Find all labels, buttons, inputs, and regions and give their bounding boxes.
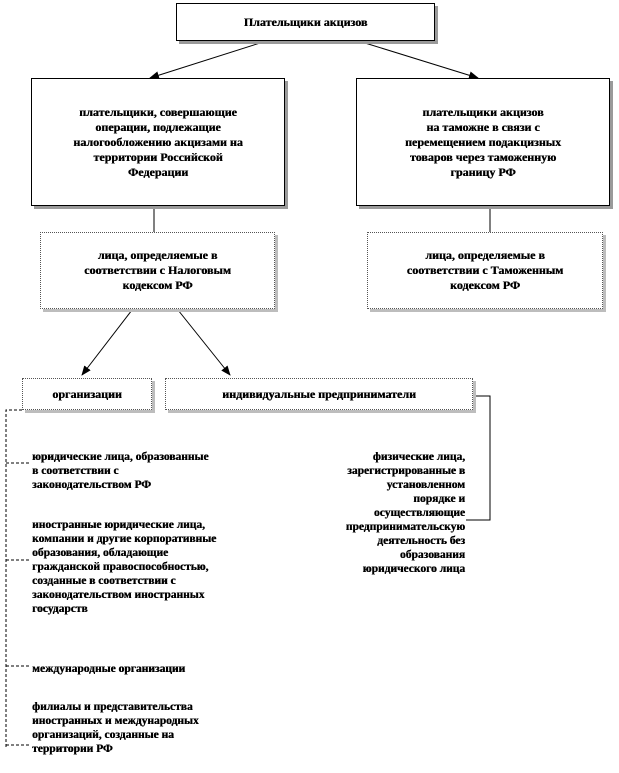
arrow-mid-to-organizations (82, 310, 132, 375)
org-item-3: международные организации (32, 663, 186, 675)
left-top-box (31, 78, 285, 206)
entrepreneurs-box (165, 378, 473, 410)
organizations-text: организации (52, 386, 122, 401)
organizations-bracket (6, 410, 22, 748)
organizations-box (22, 378, 152, 410)
entrepreneurs-bracket (466, 396, 490, 520)
title-box (176, 3, 435, 41)
right-top-box (356, 78, 610, 206)
right-top-text: плательщики акцизов на таможне в связи с перемещением подакцизных товаров через таможенную границу РФ (404, 104, 561, 179)
left-mid-box (40, 232, 275, 309)
left-mid-text: лица, определяемые в соответствии с Налоговым кодексом РФ (84, 248, 231, 292)
left-top-text: плательщики, совершающие операции, подлежащие налогообложению акцизами на территории Российской Федерации (73, 104, 243, 179)
entrepreneur-item: физические лица, зарегистрированные в установленном порядке и осуществляющие предпринимательскую деятельность без образования юридического лица (345, 451, 465, 575)
org-item-2: иностранные юридические лица, компании и другие корпоративные образования, обладающие гражданской правоспособностью, созданные в соответствии с законодательством иностранных государств (32, 519, 217, 615)
arrow-mid-to-entrepreneurs (178, 310, 230, 375)
title-text: Плательщики акцизов (243, 14, 368, 29)
org-item-1: юридические лица, образованные в соответствии с законодательством РФ (32, 451, 209, 491)
right-mid-text: лица, определяемые в соответствии с Таможенным кодексом РФ (406, 248, 564, 292)
org-item-4: филиалы и представительства иностранных и международных организаций, созданные на территории РФ (32, 701, 199, 755)
right-mid-box (367, 232, 603, 309)
arrow-title-to-right (365, 43, 478, 78)
arrow-title-to-left (150, 43, 260, 78)
entrepreneurs-text: индивидуальные предприниматели (222, 386, 416, 401)
